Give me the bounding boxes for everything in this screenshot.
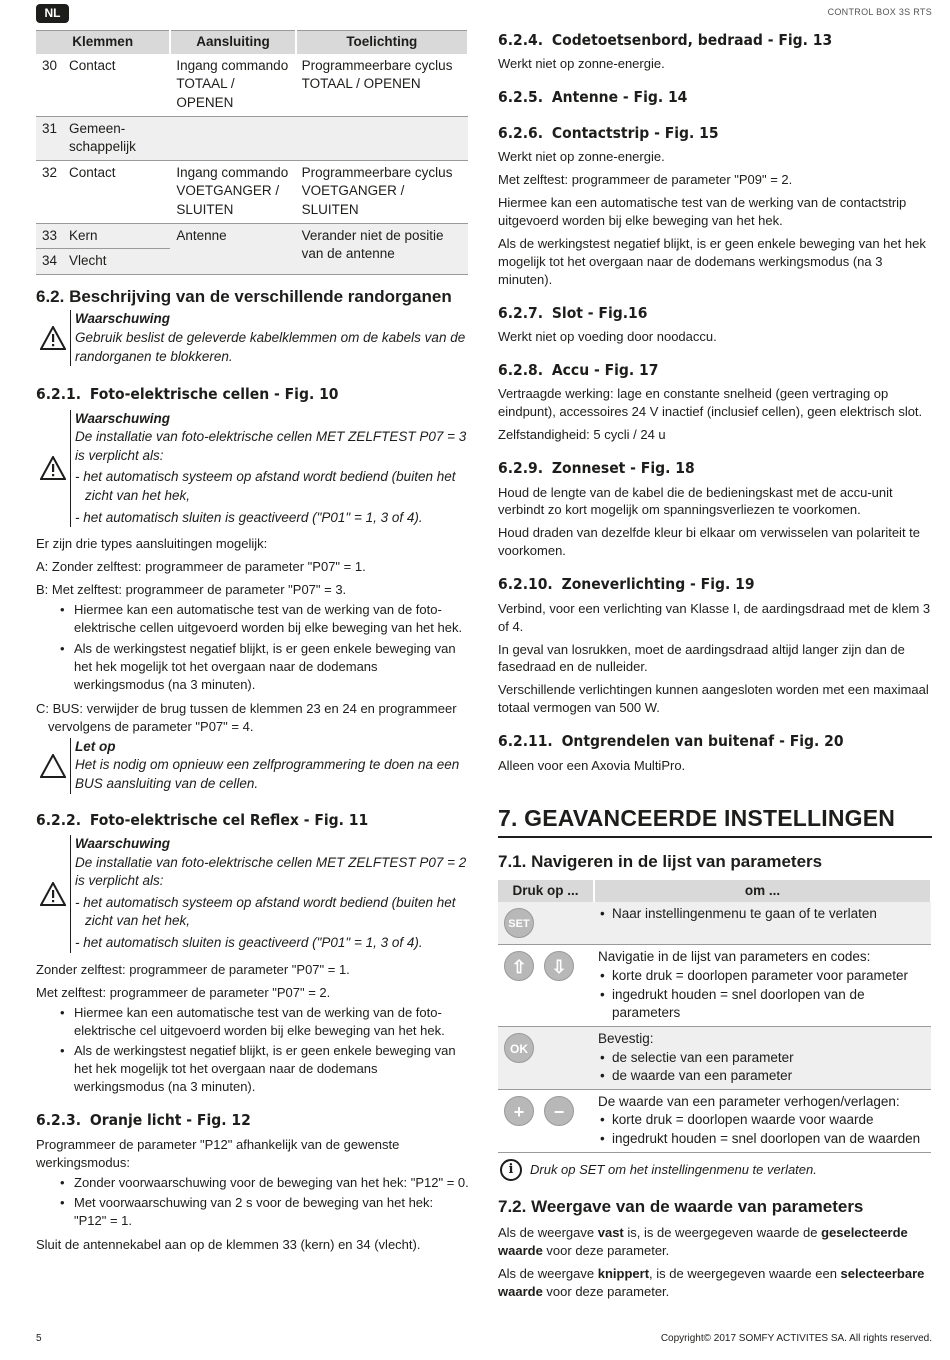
- section-7-1-title: 7.1. Navigeren in de lijst van parameters: [498, 852, 823, 872]
- arrow-up-icon: ⇧: [504, 951, 534, 981]
- terminal-table: [36, 30, 469, 275]
- table-row: 30 Contact Ingang commando TOTAAL / OPENEN Programmeerbare cyclus TOTAAL / OPENEN: [36, 54, 468, 116]
- list-item: • Als de werkingstest negatief blijkt, is er geen enkele beweging van het hek mogelijk tot het overgaan naar de dodemans werkingsmodus (na 3 minuten).: [60, 640, 469, 694]
- list-item: • ingedrukt houden = snel doorlopen van de waarden: [598, 1130, 927, 1149]
- bullet-list: [60, 601, 469, 694]
- ok-button-icon: OK: [504, 1033, 534, 1063]
- section-6-2-10-title: 6.2.10. Zoneverlichting - Fig. 19: [498, 575, 755, 594]
- table-row: 33 Kern Antenne Verander niet de positie van de antenne: [36, 223, 468, 249]
- table-row: + − De waarde van een parameter verhogen/verlagen: • korte druk = doorlopen waarde voor waarde • ingedrukt houden = snel doorlopen van de waarden: [498, 1089, 931, 1152]
- table-row: 31 Gemeen-schappelijk: [36, 116, 468, 160]
- info-icon: i: [500, 1159, 522, 1181]
- list-item: • korte druk = doorlopen waarde voor waarde: [598, 1111, 927, 1130]
- warning-box: Waarschuwing Gebruik beslist de geleverde kabelklemmen om de kabels van de randorganen te blokkeren.: [36, 310, 469, 366]
- section-6-2-5-title: 6.2.5. Antenne - Fig. 14: [498, 88, 688, 107]
- section-6-2-title: 6.2. Beschrijving van de verschillende randorganen: [36, 286, 452, 306]
- warning-triangle-icon: [36, 410, 70, 528]
- nav-header-to: om ...: [594, 880, 931, 903]
- list-item: • korte druk = doorlopen parameter voor parameter: [598, 967, 927, 986]
- warning-box: Waarschuwing De installatie van foto-elektrische cellen MET ZELFTEST P07 = 2 is verplicht als: - het automatisch systeem op afstand wordt bediend (buiten het zicht van het hek, - het automatisch sluiten is geactiveerd ("P01" = 1, 3 of 4).: [36, 835, 469, 953]
- table-row: OK Bevestig: • de selectie van een parameter • de waarde van een parameter: [498, 1026, 931, 1089]
- chapter-7-title: 7. GEAVANCEERDE INSTELLINGEN: [498, 803, 932, 839]
- list-item: • de waarde van een parameter: [598, 1067, 927, 1086]
- product-name: CONTROL BOX 3S RTS: [827, 7, 932, 17]
- paragraph: Als de weergave knippert, is de weergegeven waarde een selecteerbare waarde voor deze parameter.: [498, 1265, 925, 1299]
- section-7-2-title: 7.2. Weergave van de waarde van parameters: [498, 1196, 864, 1216]
- right-column: 6.2.4. Codetoetsenbord, bedraad - Fig. 13 Werkt niet op zonne-energie. 6.2.5. Antenne - Fig. 14 6.2.6. Contactstrip - Fig. 15 Werkt niet op zonne-energie. Met zelftest: programmeer de parameter "P09" = 2. Hiermee kan een automatische test van de werking van de contactstrip uitgevoerd worden bij elke beweging van het hek. Als de werkingstest negatief blijkt, is er geen enkele beweging van het hek mogelijk tot het overgaan naar de dodemans werkingsmodus (na 3 minuten). 6.2.7. Slot - Fig.16 Werkt niet op voeding door noodaccu. 6.2.8. Accu - Fig. 17 Vertraagde werking: lage en constante snelheid (geen vertraging op eindpunt), accessoires 24 V inactief (inclusief cellen), geen elektrisch slot. Zelfstandigheid: 5 cycli / 24 u 6.2.9. Zonneset - Fig. 18 Houd de lengte van de kabel die de bedieningskast met de accu-unit verbindt zo kort mogelijk om spanningsverliezen te voorkomen. Houd draden van dezelfde kleur bi elkaar om verwisselen van polariteit te voorkomen. 6.2.10. Zoneverlichting - Fig. 19 Verbind, voor een verlichting van Klasse I, de aardingsdraad met de klem 3 of 4. In geval van losrukken, moet de aardingsdraad altijd langer zijn dan de fasedraad en de nulleider. Verschillende verlichtingen kunnen aangesloten worden met een maximaal totaal vermogen van 500 W. 6.2.11. Ontgrendelen van buitenaf - Fig. 20 Alleen voor een Axovia MultiPro. 7. GEAVANCEERDE INSTELLINGEN 7.1. Navigeren in de lijst van parameters Druk op ... om ... SET • Naar instellingenmenu te gaan of te verlaten ⇧ ⇩ Navigatie in de lijst van parameters en codes: • korte druk = doorlopen parameter voor parameter • ingedrukt houden = snel doorlopen van de parameters OK Bevestig: • de selectie van een parameter • de waarde van een parameter + − De waarde van een parameter verhogen/verlagen: • korte druk = doorlopen waarde voor waarde • ingedrukt houden = snel doorlopen van de waarden i Druk op SET om het instellingenmenu te verlaten. 7.2. Weergave van de waarde van parameters Als de weergave vast is, is de weergegeven waarde de geselecteerde waarde voor deze parameter. Als de weergave knippert, is de weergegeven waarde een selecteerbare waarde voor deze parameter.: [498, 30, 932, 1306]
- info-note: i Druk op SET om het instellingenmenu te verlaten.: [498, 1159, 932, 1181]
- warning-box: Waarschuwing De installatie van foto-elektrische cellen MET ZELFTEST P07 = 3 is verplicht als: - het automatisch systeem op afstand wordt bediend (buiten het zicht van het hek, - het automatisch sluiten is geactiveerd ("P01" = 1, 3 of 4).: [36, 410, 469, 528]
- warning-triangle-icon: [36, 310, 70, 366]
- list-item: • Hiermee kan een automatische test van de werking van de foto-elektrische cel uitgevoerd worden bij elke beweging van het hek.: [60, 1004, 469, 1040]
- section-6-2-2-title: 6.2.2. Foto-elektrische cel Reflex - Fig. 11: [36, 810, 369, 829]
- copyright: Copyright© 2017 SOMFY ACTIVITES SA. All rights reserved.: [660, 1333, 932, 1345]
- minus-icon: −: [544, 1096, 574, 1126]
- bullet-list: [60, 1004, 469, 1097]
- caution-triangle-icon: [36, 738, 70, 794]
- table-header-klemmen: Klemmen: [36, 31, 170, 54]
- section-6-2-6-title: 6.2.6. Contactstrip - Fig. 15: [498, 123, 719, 142]
- arrow-down-icon: ⇩: [544, 951, 574, 981]
- language-badge: NL: [36, 4, 69, 23]
- bullet-list: [60, 1174, 469, 1231]
- list-item: • Hiermee kan een automatische test van de werking van de foto-elektrische cellen uitgevoerd worden bij elke beweging van het hek.: [60, 601, 469, 637]
- list-item: • Naar instellingenmenu te gaan of te verlaten: [598, 905, 927, 924]
- section-6-2-3-title: 6.2.3. Oranje licht - Fig. 12: [36, 1111, 251, 1130]
- table-row: [498, 902, 931, 945]
- list-item: • de selectie van een parameter: [598, 1049, 927, 1068]
- left-column: Klemmen Aansluiting Toelichting 30 Contact Ingang commando TOTAAL / OPENEN Programmeerbare cyclus TOTAAL / OPENEN 31 Gemeen-schappelijk 32 Contact Ingang commando VOETGANGER / SLUITEN Programmeerbare cyclus VOETGANGER / SLUITEN 33 Kern Antenne Verander niet de positie van de antenne 34 Vlecht 6.2. Beschrijving van de verschillende randorganen Waarschuwing Gebruik beslist de geleverde kabelklemmen om de kabels van de randorganen te blokkeren. 6.2.1. Foto-elektrische cellen - Fig. 10 Waarschuwing De installatie van foto-elektrische cellen MET ZELFTEST P07 = 3 is verplicht als: - het automatisch systeem op afstand wordt bediend (buiten het zicht van het hek, - het automatisch sluiten is geactiveerd ("P01" = 1, 3 of 4). Er zijn drie types aansluitingen mogelijk: A: Zonder zelftest: programmeer de parameter "P07" = 1. B: Met zelftest: programmeer de parameter "P07" = 3. • Hiermee kan een automatische test van de werking van de foto-elektrische cellen uitgevoerd worden bij elke beweging van het hek. • Als de werkingstest negatief blijkt, is er geen enkele beweging van het hek mogelijk tot het overgaan naar de dodemans werkingsmodus (na 3 minuten). C: BUS: verwijder de brug tussen de klemmen 23 en 24 en programmeer vervolgens de parameter "P07" = 4. Let op Het is nodig om opnieuw een zelfprogrammering te doen na een BUS aansluiting van de cellen. 6.2.2. Foto-elektrische cel Reflex - Fig. 11 Waarschuwing De installatie van foto-elektrische cellen MET ZELFTEST P07 = 2 is verplicht als: - het automatisch systeem op afstand wordt bediend (buiten het zicht van het hek, - het automatisch sluiten is geactiveerd ("P01" = 1, 3 of 4). Zonder zelftest: programmeer de parameter "P07" = 1. Met zelftest: programmeer de parameter "P07" = 2. • Hiermee kan een automatische test van de werking van de foto-elektrische cel uitgevoerd worden bij elke beweging van het hek. • Als de werkingstest negatief blijkt, is er geen enkele beweging van het hek mogelijk tot het overgaan naar de dodemans werkingsmodus (na 3 minuten). 6.2.3. Oranje licht - Fig. 12 Programmeer de parameter "P12" afhankelijk van de gewenste werkingsmodus: • Zonder voorwaarschuwing voor de beweging van het hek: "P12" = 0. • Met voorwaarschuwing van 2 s voor de beweging van het hek: "P12" = 1. Sluit de antennekabel aan op de klemmen 33 (kern) en 34 (vlecht).: [36, 30, 469, 1259]
- section-6-2-4-title: 6.2.4. Codetoetsenbord, bedraad - Fig. 13: [498, 31, 833, 49]
- list-item: • ingedrukt houden = snel doorlopen van de parameters: [598, 986, 927, 1023]
- table-header-toelichting: Toelichting: [296, 31, 468, 54]
- section-6-2-11-title: 6.2.11. Ontgrendelen van buitenaf - Fig. 20: [498, 732, 844, 751]
- list-item: • Met voorwaarschuwing van 2 s voor de beweging van het hek: "P12" = 1.: [60, 1194, 469, 1230]
- table-header-aansluiting: Aansluiting: [170, 31, 295, 54]
- table-row: ⇧ ⇩ Navigatie in de lijst van parameters en codes: • korte druk = doorlopen parameter voor parameter • ingedrukt houden = snel doorlopen van de parameters: [498, 945, 931, 1027]
- table-row: 34 Vlecht: [36, 249, 468, 275]
- section-6-2-7-title: 6.2.7. Slot - Fig.16: [498, 303, 648, 322]
- list-item: • Als de werkingstest negatief blijkt, is er geen enkele beweging van het hek mogelijk tot het overgaan naar de dodemans werkingsmodus (na 3 minuten).: [60, 1042, 469, 1096]
- section-6-2-1-title: 6.2.1. Foto-elektrische cellen - Fig. 10: [36, 385, 339, 404]
- note-box: Let op Het is nodig om opnieuw een zelfprogrammering te doen na een BUS aansluiting van de cellen.: [36, 738, 469, 794]
- page-number: 5: [36, 1333, 42, 1345]
- plus-icon: +: [504, 1096, 534, 1126]
- warning-triangle-icon: [36, 835, 70, 953]
- section-6-2-8-title: 6.2.8. Accu - Fig. 17: [498, 360, 659, 379]
- paragraph: Als de weergave vast is, is de weergegeven waarde de geselecteerde waarde voor deze parameter.: [498, 1225, 908, 1259]
- nav-header-press: Druk op ...: [498, 880, 594, 903]
- set-button-icon: SET: [504, 908, 534, 938]
- table-row: 32 Contact Ingang commando VOETGANGER / SLUITEN Programmeerbare cyclus VOETGANGER / SLUITEN: [36, 160, 468, 223]
- list-item: • Zonder voorwaarschuwing voor de beweging van het hek: "P12" = 0.: [60, 1174, 469, 1192]
- section-6-2-9-title: 6.2.9. Zonneset - Fig. 18: [498, 459, 695, 478]
- navigation-table: [498, 880, 932, 1153]
